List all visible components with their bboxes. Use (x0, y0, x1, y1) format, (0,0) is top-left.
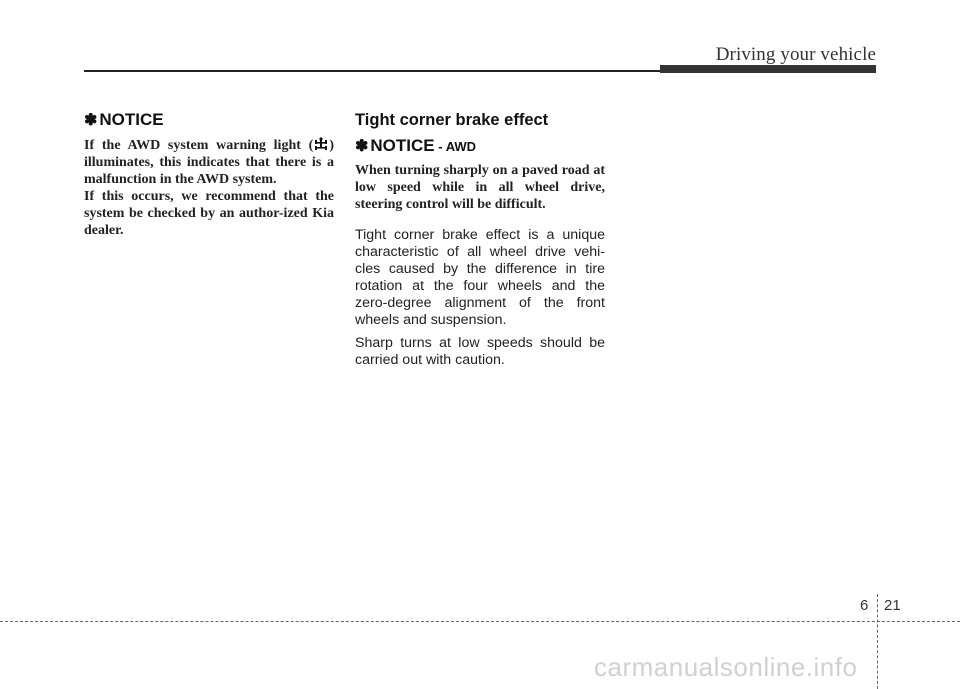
header-rule-thin (84, 70, 662, 72)
right-notice-label: NOTICE (370, 136, 435, 155)
header-title: Driving your vehicle (715, 44, 876, 65)
page-number: 21 (884, 597, 901, 614)
left-notice-label: NOTICE (99, 110, 164, 129)
right-column (355, 110, 605, 369)
body-paragraph-2: Sharp turns at low speeds should be carried out with caution. (355, 335, 605, 368)
notice-star-icon: ✽ (84, 112, 98, 129)
body-paragraph-1: Tight corner brake effect is a unique characteristic of all wheel drive vehi-cles caused by the difference in tire rotation at the four wheels and the zero-degree alignment of the front wheels and suspension. (355, 227, 605, 328)
footer-divider (877, 594, 878, 689)
footer-rule (0, 621, 960, 622)
left-notice-line1: If the AWD system warning light (84, 138, 301, 153)
left-notice-paren: ( (308, 138, 314, 153)
awd-warning-icon (313, 136, 329, 152)
left-column (84, 110, 334, 239)
watermark: carmanualsonline.info (594, 652, 858, 682)
chapter-number: 6 (860, 597, 869, 614)
right-notice-suffix: - AWD (434, 139, 477, 154)
section-title: Tight corner brake effect (355, 111, 549, 129)
left-notice-heading (84, 110, 334, 131)
left-notice-line2: ) illuminates, this indicates that there is a malfunction in the AWD system. (84, 138, 335, 187)
right-notice-text: When turning sharply on a paved road at low speed while in all wheel drive, steering control will be difficult. (355, 163, 605, 212)
left-notice-para2: If this occurs, we recommend that the system be checked by an author-ized Kia dealer. (84, 189, 334, 238)
header-rule-thick (660, 65, 876, 73)
right-notice-heading (355, 136, 605, 157)
notice-star-icon: ✽ (355, 138, 369, 155)
left-notice-text (84, 136, 334, 188)
